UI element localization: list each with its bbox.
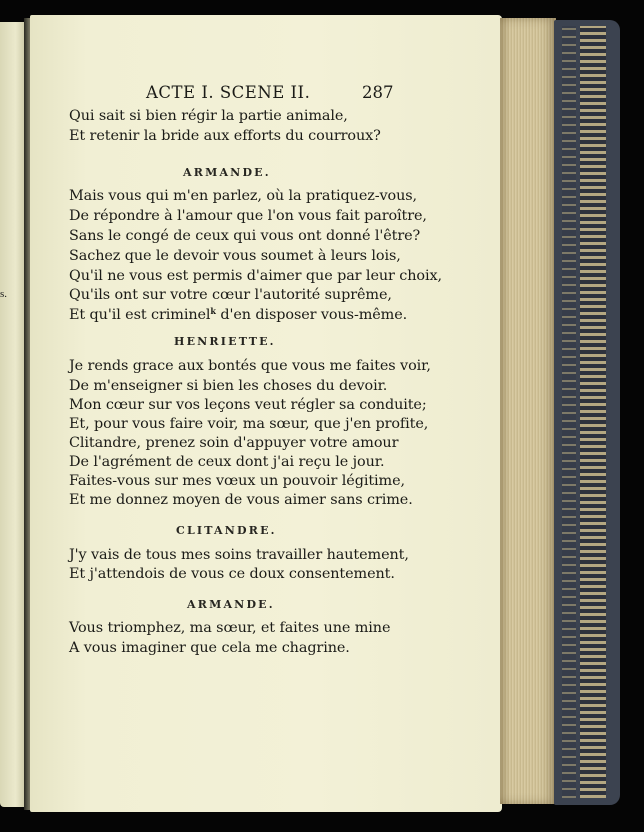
speaker-name: HENRIETTE. <box>174 335 276 348</box>
page-number: 287 <box>362 83 394 102</box>
verse-line: Sans le congé de ceux qui vous ont donné l'être? <box>69 228 421 244</box>
verse-line: Et j'attendois de vous ce doux consentement. <box>69 566 395 582</box>
verse-line: De répondre à l'amour que l'on vous fait paroître, <box>69 208 427 224</box>
verse-line: A vous imaginer que cela me chagrine. <box>69 640 350 656</box>
verse-line: De l'agrément de ceux dont j'ai reçu le jour. <box>69 454 385 470</box>
speaker-name: ARMANDE. <box>187 598 275 611</box>
verse-line: Et, pour vous faire voir, ma sœur, que j'en profite, <box>69 416 429 432</box>
verse-line: De m'enseigner si bien les choses du devoir. <box>69 378 388 394</box>
verse-line: J'y vais de tous mes soins travailler hautement, <box>69 547 409 563</box>
verse-line: Qui sait si bien régir la partie animale, <box>69 108 348 124</box>
verse-line: Qu'ils ont sur votre cœur l'autorité suprême, <box>69 287 392 303</box>
verse-line: Je rends grace aux bontés que vous me faites voir, <box>69 358 431 374</box>
speaker-name: ARMANDE. <box>183 166 271 179</box>
verse-text-rest: d'en disposer vous-même. <box>215 307 408 323</box>
verse-line: Et retenir la bride aux efforts du courroux? <box>69 128 381 144</box>
facing-page-fragment: s. <box>0 288 8 300</box>
running-header: ACTE I. SCENE II. <box>146 83 311 102</box>
verse-line: Vous triomphez, ma sœur, et faites une mine <box>69 620 391 636</box>
verse-line: Et me donnez moyen de vous aimer sans crime. <box>69 492 413 508</box>
verse-line: Faites-vous sur mes vœux un pouvoir légitime, <box>69 473 405 489</box>
verse-text: Et qu'il est criminel <box>69 307 211 323</box>
verse-line-with-note <box>69 306 407 323</box>
speaker-name: CLITANDRE. <box>176 524 277 537</box>
footnote-marker[interactable]: k <box>210 306 216 316</box>
verse-line: Clitandre, prenez soin d'appuyer votre amour <box>69 435 399 451</box>
verse-line: Sachez que le devoir vous soumet à leurs lois, <box>69 248 401 264</box>
verse-line: Mon cœur sur vos leçons veut régler sa conduite; <box>69 397 427 413</box>
verse-line: Qu'il ne vous est permis d'aimer que par leur choix, <box>69 268 442 284</box>
verse-line: Mais vous qui m'en parlez, où la pratiquez-vous, <box>69 188 418 204</box>
